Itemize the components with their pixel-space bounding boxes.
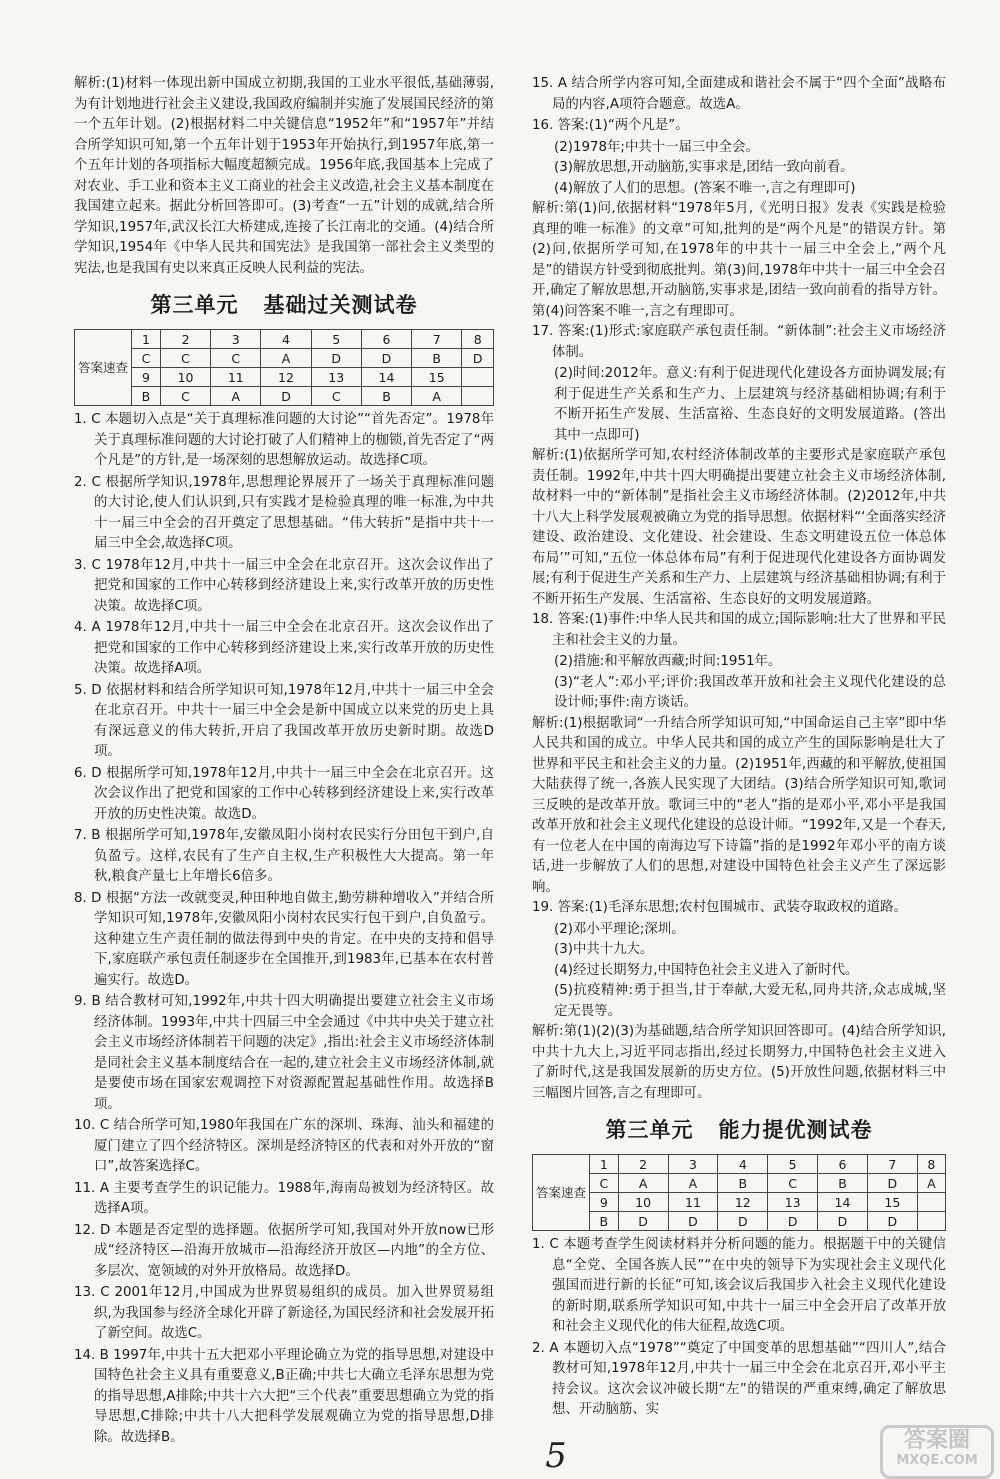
left-column (74, 74, 494, 1449)
table-cell: C (160, 349, 210, 368)
table-cell: 10 (160, 368, 210, 387)
table-cell: 2 (618, 1155, 668, 1174)
table-cell: B (412, 349, 462, 368)
watermark-sub: MXQE.COM (896, 1453, 978, 1468)
question-19-analysis: 解析:第(1)(2)(3)为基础题,结合所学知识回答即可。(4)结合所学知识,中共十九大上,习近平同志指出,经过长期努力,中国特色社会主义进入了新时代,这是我国发展新的历史方位。(5)开放性问题,依据材料三中三幅图片回答,言之有理即可。 (532, 1024, 946, 1101)
question-19-sub: (4)经过长期努力,中国特色社会主义进入了新时代。 (554, 962, 859, 978)
table-cell: 8 (462, 330, 494, 349)
table-cell: D (261, 387, 311, 406)
table-cell: C (132, 349, 161, 368)
answer-item: 1. C 本题考查学生阅读材料并分析问题的能力。根据题干中的关键信息“全党、全国各族人民”“在中央的领导下为实现社会主义现代化强国而进行新的长征”可知,该会议后我国步入社会主义现代化建设的新时期,联系所学知识可知,中共十一届三中全会开启了改革开放和社会主义现代化的伟大征程,故选C项。 (532, 1237, 946, 1334)
answer-item: 6. D 根据所学可知,1978年12月,中共十一届三中全会在北京召开。这次会议作出了把党和国家的工作中心转移到经济建设上来,实行改革开放的历史性决策。故选D。 (74, 765, 494, 822)
table-cell: 4 (718, 1155, 768, 1174)
table-cell: 14 (361, 368, 411, 387)
analysis-paragraph: 解析:(1)材料一体现出新中国成立初期,我国的工业水平很低,基础薄弱,为有计划地进行社会主义建设,我国政府编制并实施了发展国民经济的第一个五年计划。(2)根据材料二中关键信息“1952年”和“1957年”并结合所学知识可知,第一个五年计划于1953年开始执行,到1957年底,第一个五年计划的各项指标大幅度超额完成。1956年底,我国基本上完成了对农业、手工业和资本主义工商业的社会主义改造,社会主义基本制度在我国建立起来。据此分析回答即可。(3)考查“一五”计划的成就,结合所学知识,1957年,武汉长江大桥建成,连接了长江南北的交通。(4)结合所学知识,1954年《中华人民共和国宪法》是我国第一部社会主义类型的宪法,也是我国有史以来真正反映人民利益的宪法。 (74, 76, 494, 276)
table-cell (917, 1212, 945, 1231)
table-cell: 9 (132, 368, 161, 387)
table-cell: 5 (768, 1155, 818, 1174)
table-cell: 3 (668, 1155, 718, 1174)
table-cell: D (462, 349, 494, 368)
answer-item: 1. C 本题切入点是“关于真理标准问题的大讨论”“首先否定”。1978年关于真理标准问题的大讨论打破了人们精神上的枷锁,首先否定了“两个凡是”的方针,是一场深刻的思想解放运动。故选择C项。 (74, 412, 494, 468)
answer-item: 10. C 结合所学可知,1980年我国在广东的深圳、珠海、汕头和福建的厦门建立了四个经济特区。深圳是经济特区的代表和对外开放的“窗口”,故答案选择C。 (74, 1118, 494, 1174)
table-cell: 11 (211, 368, 261, 387)
table-cell: D (718, 1212, 768, 1231)
answer-item: 3. C 1978年12月,中共十一届三中全会在北京召开。这次会议作出了把党和国家的工作中心转移到经济建设上来,实行改革开放的历史性决策。故选择C项。 (74, 557, 494, 614)
table-cell: D (618, 1212, 668, 1231)
table-head: 答案速查 (533, 1155, 590, 1231)
table-cell (462, 368, 494, 387)
answer-item: 2. C 根据所学知识,1978年,思想理论界展开了一场关于真理标准问题的大讨论,使人们认识到,只有实践才是检验真理的唯一标准,为中共十一届三中全会的召开奠定了思想基础。“伟大转折”是指中共十一届三中全会,故选择C项。 (74, 474, 494, 551)
table-cell (462, 387, 494, 406)
table-row (75, 330, 494, 349)
question-18-sub: (3)“老人”:邓小平;评价:我国改革开放和社会主义现代化建设的总设计师;事件:南方谈话。 (554, 674, 946, 710)
answer-item: 9. B 结合教材可知,1992年,中共十四大明确提出要建立社会主义市场经济体制。1993年,中共十四届三中全会通过《中共中央关于建立社会主义市场经济体制若干问题的决定》,指出:社会主义市场经济体制是同社会主义基本制度结合在一起的,建立社会主义市场经济体制,就是要使市场在国家宏观调控下对资源配置起基础性作用。故选择B项。 (74, 994, 494, 1112)
question-16-sub: (2)1978年;中共十一届三中全会。 (554, 139, 759, 155)
question-18-analysis: 解析:(1)根据歌词“一升结合所学知识可知,“中国命运自己主宰”即中华人民共和国的成立。中华人民共和国的成立产生的国际影响是壮大了世界和平民主和社会主义的力量。(2)1951年,西藏的和平解放,使祖国大陆获得了统一,各族人民实现了大团结。(3)结合所学知识可知,歌词三反映的是改革开放。歌词三中的“老人”指的是邓小平,邓小平是我国改革开放和社会主义现代化建设的总设计师。“1992年,又是一个春天,有一位老人在中国的南海边写下诗篇”指的是1992年邓小平的南方谈话,进一步解放了人们的思想,对建设中国特色社会主义产生了深远影响。 (532, 715, 946, 895)
table-cell: D (361, 349, 411, 368)
table-cell: A (412, 387, 462, 406)
table-cell: A (917, 1174, 945, 1193)
table-cell: 13 (768, 1193, 818, 1212)
table-cell: C (211, 349, 261, 368)
table-cell: 14 (818, 1193, 868, 1212)
answer-item: 7. B 根据所学可知,1978年,安徽凤阳小岗村农民实行分田包干到户,自负盈亏。这样,农民有了生产自主权,生产积极性大大提高。第一年秋,粮食产量七上年增长6倍多。 (74, 828, 494, 884)
table-cell: 1 (132, 330, 161, 349)
table-cell: 6 (361, 330, 411, 349)
table-cell: D (867, 1174, 917, 1193)
question-17-answer: 17. 答案:(1)形式:家庭联产承包责任制。“新体制”:社会主义市场经济体制。 (532, 324, 946, 360)
answer-item: 8. D 根据“方法一改就变灵,种田种地自做主,勤劳耕种增收入”并结合所学知识可知,1978年,安徽凤阳小岗村农民实行包干到户,自负盈亏。这种建立生产责任制的做法得到中央的肯定。在中央的支持和倡导下,家庭联产承包责任制逐步在全国推开,到1983年,已基本在农村普遍实行。故选D。 (74, 890, 494, 988)
table-cell: C (311, 387, 361, 406)
watermark-logo (880, 1425, 994, 1479)
table-cell: 7 (412, 330, 462, 349)
answer-item: 15. A 结合所学内容可知,全面建成和谐社会不属于“四个全面”战略布局的内容,A项符合题意。故选A。 (532, 76, 946, 112)
page-number: 5 (541, 1436, 571, 1476)
table-cell: 13 (311, 368, 361, 387)
question-17-sub: (2)时间:2012年。意义:有利于促进现代化建设各方面协调发展;有利于促进生产关系和生产力、上层建筑与经济基础相协调;有利于不断开拓生产发展、生活富裕、生态良好的文明发展道路。(答出其中一点即可) (554, 366, 946, 443)
table-cell: 3 (211, 330, 261, 349)
table-head: 答案速查 (75, 330, 132, 406)
table-row (75, 387, 494, 406)
table-cell: 7 (867, 1155, 917, 1174)
section-title: 第三单元 能力提优测试卷 (605, 1118, 873, 1142)
section-title: 第三单元 基础过关测试卷 (150, 293, 418, 317)
table-row (75, 368, 494, 387)
table-cell: D (668, 1212, 718, 1231)
answer-item: 4. A 1978年12月,中共十一届三中全会在北京召开。这次会议作出了把党和国家的工作中心转移到经济建设上来,实行改革开放的历史性决策。故选择A项。 (74, 620, 494, 676)
table-cell: A (261, 349, 311, 368)
table-cell (917, 1193, 945, 1212)
question-17-analysis: 解析:(1)依据所学可知,农村经济体制改革的主要形式是家庭联产承包责任制。1992年,中共十四大明确提出要建立社会主义市场经济体制,故材料一中的“新体制”是指社会主义市场经济体制。(2)2012年,中共十八大上科学发展观被确立为党的指导思想。依据材料“‘全面落实经济建设、政治建设、文化建设、社会建设、生态文明建设五位一体总体布局’”可知,“五位一体总体布局”有利于促进现代化建设各方面协调发展;有利于促进生产关系和生产力、上层建筑与经济基础相协调;有利于不断开拓生产发展、生活富裕、生态良好的文明发展道路。 (532, 448, 946, 607)
table-row (533, 1174, 946, 1193)
table-cell: B (718, 1174, 768, 1193)
answer-item: 12. D 本题是否定型的选择题。依据所学可知,我国对外开放now已形成“经济特区—沿海开放城市—沿海经济开放区—内地”的全方位、多层次、宽领域的对外开放格局。故选择D。 (74, 1222, 494, 1279)
question-19-sub: (3)中共十九大。 (554, 942, 654, 957)
table-cell: 6 (818, 1155, 868, 1174)
table-cell: 1 (590, 1155, 619, 1174)
table-cell: B (818, 1174, 868, 1193)
table-cell: B (361, 387, 411, 406)
answer-item: 2. A 本题切入点“1978”“奠定了中国变革的思想基础”“四川人”,结合教材可知,1978年12月,中共十一届三中全会在北京召开,邓小平主持会议。这次会议冲破长期“左”的错误的严重束缚,确定了解放思想、开动脑筋、实 (532, 1340, 946, 1417)
answer-item: 5. D 依据材料和结合所学知识可知,1978年12月,中共十一届三中全会在北京召开。中共十一届三中全会是新中国成立以来党的历史上具有深远意义的伟大转折,开启了我国改革开放历史新时期。故选D项。 (74, 682, 494, 759)
table-row (533, 1193, 946, 1212)
table-row (533, 1212, 946, 1231)
table-cell: C (768, 1174, 818, 1193)
table-cell: 4 (261, 330, 311, 349)
answer-table (532, 1154, 946, 1231)
question-16-sub: (4)解放了人们的思想。(答案不唯一,言之有理即可) (554, 180, 856, 196)
question-18-sub: (2)措施:和平解放西藏;时间:1951年。 (554, 654, 782, 669)
table-cell: B (590, 1212, 619, 1231)
table-cell: C (160, 387, 210, 406)
answer-item: 14. B 1997年,中共十五大把邓小平理论确立为党的指导思想,对建设中国特色社会主义具有重要意义,B正确;中共七大确立毛泽东思想为党的指导思想,A排除;中共十六大把“三个代表”重要思想确立为党的指导思想,C排除;中共十八大把科学发展观确立为党的指导思想,D排除。故选择B。 (74, 1347, 494, 1445)
table-row (75, 349, 494, 368)
table-cell: 2 (160, 330, 210, 349)
table-cell: D (311, 349, 361, 368)
table-cell: 8 (917, 1155, 945, 1174)
question-18-answer: 18. 答案:(1)事件:中华人民共和国的成立;国际影响:壮大了世界和平民主和社会主义的力量。 (532, 612, 946, 648)
question-19-answer: 19. 答案:(1)毛泽东思想;农村包围城市、武装夺取政权的道路。 (532, 900, 907, 915)
table-cell: 12 (261, 368, 311, 387)
question-16-sub: (3)解放思想,开动脑筋,实事求是,团结一致向前看。 (554, 160, 854, 175)
table-cell: 15 (412, 368, 462, 387)
question-16-answer: 16. 答案:(1)“两个凡是”。 (532, 118, 689, 133)
table-cell: 10 (618, 1193, 668, 1212)
watermark-main: 答案圈 (903, 1428, 970, 1453)
answer-table (74, 329, 494, 406)
table-cell: A (618, 1174, 668, 1193)
table-cell: 15 (867, 1193, 917, 1212)
table-cell: 9 (590, 1193, 619, 1212)
table-cell: 12 (718, 1193, 768, 1212)
table-cell: A (668, 1174, 718, 1193)
table-cell: D (768, 1212, 818, 1231)
table-cell: A (211, 387, 261, 406)
question-19-sub: (5)抗疫精神:勇于担当,甘于奉献,大爱无私,同舟共济,众志成城,坚定无畏等。 (554, 983, 946, 1019)
table-cell: D (867, 1212, 917, 1231)
table-cell: D (818, 1212, 868, 1231)
right-column (532, 74, 946, 1422)
table-row (533, 1155, 946, 1174)
answer-item: 11. A 主要考查学生的识记能力。1988年,海南岛被划为经济特区。故选择A项。 (74, 1180, 494, 1216)
table-cell: C (590, 1174, 619, 1193)
table-cell: 5 (311, 330, 361, 349)
table-cell: 11 (668, 1193, 718, 1212)
answer-item: 13. C 2001年12月,中国成为世界贸易组织的成员。加入世界贸易组织,为我国参与经济全球化开辟了新途径,为国民经济和社会发展开拓了新空间。故选C。 (74, 1285, 494, 1341)
table-cell: B (132, 387, 161, 406)
question-16-analysis: 解析:第(1)问,依据材料“1978年5月,《光明日报》发表《实践是检验真理的唯一标准》的文章”可知,批判的是“两个凡是”的错误方针。第(2)问,依据所学可知,在1978年的中共十一届三中全会上,“两个凡是”的错误方针受到彻底批判。第(3)问,1978年中共十一届三中全会召开,确定了解放思想,开动脑筋,实事求是,团结一致向前看的指导方针。第(4)问答案不唯一,言之有理即可。 (532, 201, 946, 319)
question-19-sub: (2)邓小平理论;深圳。 (554, 921, 685, 937)
